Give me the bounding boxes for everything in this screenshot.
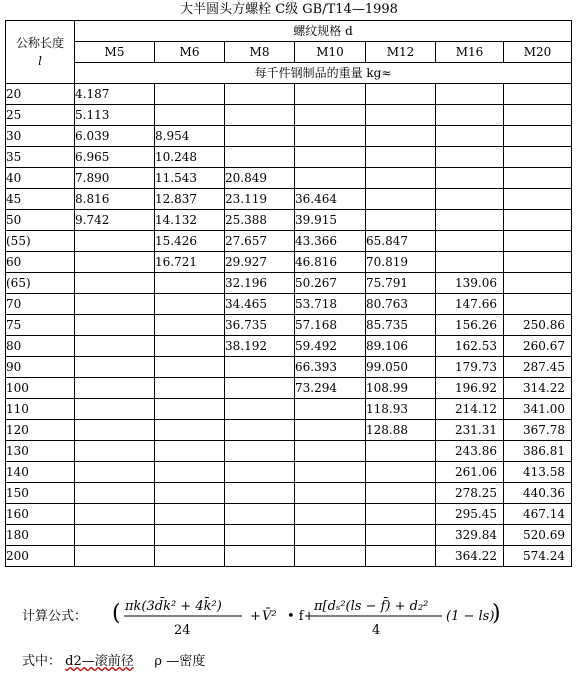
weight-cell: 8.954 [155,126,225,147]
length-cell: 45 [6,189,75,210]
weight-cell: 6.965 [75,147,155,168]
table-row [6,441,572,462]
header-size-m6: M6 [155,42,225,63]
weight-cell: 15.426 [155,231,225,252]
weight-cell: 574.24 [504,546,572,567]
length-cell: 160 [6,504,75,525]
formula-v2: V̄² [262,609,277,624]
weight-cell [225,525,295,546]
weight-cell [155,462,225,483]
weight-cell: 196.92 [436,378,504,399]
weight-cell [295,420,366,441]
table-row [6,231,572,252]
weight-cell [295,504,366,525]
weight-cell: 156.26 [436,315,504,336]
weight-cell [436,105,504,126]
weight-cell: 278.25 [436,483,504,504]
weight-cell [75,294,155,315]
length-cell: 35 [6,147,75,168]
weight-cell [75,252,155,273]
formula-tail: (1 − ls) [446,609,495,624]
length-cell: 140 [6,462,75,483]
weight-cell [504,231,572,252]
weight-cell: 4.187 [75,84,155,105]
weight-cell [504,147,572,168]
table-row [6,378,572,399]
weight-cell: 80.763 [366,294,436,315]
table-row [6,525,572,546]
weight-cell [366,84,436,105]
length-cell: 100 [6,378,75,399]
weight-cell: 36.735 [225,315,295,336]
weight-cell [366,126,436,147]
table-row [6,168,572,189]
weight-cell [155,441,225,462]
weight-cell: 11.543 [155,168,225,189]
weight-cell: 9.742 [75,210,155,231]
weight-cell: 16.721 [155,252,225,273]
weight-cell [155,399,225,420]
weight-cell: 27.657 [225,231,295,252]
weight-cell [504,210,572,231]
length-cell: 20 [6,84,75,105]
length-cell: 110 [6,399,75,420]
weight-cell [225,84,295,105]
weight-cell [295,168,366,189]
length-cell: 200 [6,546,75,567]
header-length [6,21,75,84]
formula-denominator-left: 24 [174,623,191,638]
weight-cell [155,483,225,504]
header-length-symbol: l [38,54,42,68]
weight-cell: 139.06 [436,273,504,294]
weight-cell: 341.00 [504,399,572,420]
weight-cell: 65.847 [366,231,436,252]
table-row [6,273,572,294]
weight-cell: 10.248 [155,147,225,168]
weight-cell: 50.267 [295,273,366,294]
weight-cell: 231.31 [436,420,504,441]
weight-cell [225,399,295,420]
formula-graphic [22,594,572,644]
weight-cell [366,441,436,462]
weight-cell: 295.45 [436,504,504,525]
weight-cell: 85.735 [366,315,436,336]
weight-cell [295,441,366,462]
weight-cell [436,210,504,231]
formula-dot-f: • f+ [287,609,315,624]
weight-cell: 118.93 [366,399,436,420]
weight-cell: 147.66 [436,294,504,315]
weight-cell [225,546,295,567]
length-cell: 70 [6,294,75,315]
weight-cell: 6.039 [75,126,155,147]
weight-cell [366,147,436,168]
weight-cell [155,378,225,399]
formula-denominator-right: 4 [372,623,381,638]
weight-cell [295,147,366,168]
length-cell: 60 [6,252,75,273]
weight-cell [155,336,225,357]
weight-cell: 314.22 [504,378,572,399]
header-size-m20: M20 [504,42,572,63]
weight-cell: 260.67 [504,336,572,357]
weight-cell: 46.816 [295,252,366,273]
weight-cell: 70.819 [366,252,436,273]
weight-cell: 413.58 [504,462,572,483]
weight-cell: 66.393 [295,357,366,378]
weight-cell: 364.22 [436,546,504,567]
weight-cell [75,546,155,567]
weight-cell [366,525,436,546]
weight-cell [75,525,155,546]
weight-cell [295,105,366,126]
weight-cell: 8.816 [75,189,155,210]
formula-note [22,654,205,670]
header-size-m12: M12 [366,42,436,63]
formula-numerator-right: π[dₛ²(ls − f̄) + d₂² [314,599,429,614]
weight-cell: 32.196 [225,273,295,294]
length-cell: 30 [6,126,75,147]
weight-cell [436,84,504,105]
weight-cell [225,105,295,126]
weight-cell [436,126,504,147]
formula-label: 计算公式： [22,609,88,624]
weight-cell: 23.119 [225,189,295,210]
weight-cell [366,168,436,189]
weight-cell: 43.366 [295,231,366,252]
weight-cell: 12.837 [155,189,225,210]
weight-cell [366,462,436,483]
page-title: 大半圆头方螺栓 C级 GB/T14—1998 [180,2,398,17]
table-row [6,504,572,525]
weight-cell: 34.465 [225,294,295,315]
weight-cell: 99.050 [366,357,436,378]
weight-cell [436,147,504,168]
table-row [6,336,572,357]
table-row [6,546,572,567]
length-cell: 90 [6,357,75,378]
weight-table [5,20,572,567]
header-length-label: 公称长度 [15,36,64,50]
weight-cell [504,189,572,210]
weight-cell: 440.36 [504,483,572,504]
formula-paren-close: ) [492,601,501,626]
weight-cell: 108.99 [366,378,436,399]
weight-cell [295,462,366,483]
weight-cell: 36.464 [295,189,366,210]
weight-cell [436,252,504,273]
weight-cell [436,168,504,189]
weight-cell: 25.388 [225,210,295,231]
weight-cell: 250.86 [504,315,572,336]
length-cell: 50 [6,210,75,231]
note-prefix: 式中： [22,654,62,669]
length-cell: 25 [6,105,75,126]
weight-cell [504,273,572,294]
formula-paren-open: ( [112,601,121,626]
weight-cell [366,189,436,210]
weight-cell [366,546,436,567]
weight-cell [75,483,155,504]
weight-cell: 14.132 [155,210,225,231]
table-row [6,84,572,105]
weight-cell [155,105,225,126]
formula-numerator-left: πk(3d̄k² + 4k̄²) [125,599,222,614]
weight-cell [436,189,504,210]
weight-cell [155,294,225,315]
note-rho: ρ —密度 [154,654,206,669]
weight-cell: 75.791 [366,273,436,294]
weight-cell [75,336,155,357]
weight-cell [225,483,295,504]
header-size-m5: M5 [75,42,155,63]
weight-cell: 329.84 [436,525,504,546]
length-cell: 75 [6,315,75,336]
weight-cell [295,546,366,567]
formula-block [22,594,572,638]
weight-cell [225,504,295,525]
weight-cell [225,147,295,168]
weight-cell: 243.86 [436,441,504,462]
weight-cell [75,315,155,336]
weight-cell [75,441,155,462]
header-thread-spec: 螺纹规格 d [75,21,572,42]
weight-cell: 520.69 [504,525,572,546]
length-cell: 150 [6,483,75,504]
weight-cell: 53.718 [295,294,366,315]
table-row [6,210,572,231]
length-cell: 120 [6,420,75,441]
table-row [6,252,572,273]
weight-cell [225,357,295,378]
header-size-m10: M10 [295,42,366,63]
weight-cell: 467.14 [504,504,572,525]
weight-cell [295,399,366,420]
table-row [6,420,572,441]
weight-cell: 57.168 [295,315,366,336]
weight-cell [155,420,225,441]
weight-cell [504,168,572,189]
weight-cell [225,420,295,441]
table-row [6,399,572,420]
weight-cell: 38.192 [225,336,295,357]
weight-cell: 287.45 [504,357,572,378]
weight-cell [155,504,225,525]
weight-cell [75,273,155,294]
weight-cell: 73.294 [295,378,366,399]
weight-cell: 261.06 [436,462,504,483]
weight-cell [75,399,155,420]
weight-cell [295,84,366,105]
weight-cell [295,483,366,504]
weight-cell: 128.88 [366,420,436,441]
weight-cell [436,231,504,252]
weight-cell [155,357,225,378]
table-row [6,189,572,210]
weight-cell: 5.113 [75,105,155,126]
weight-cell: 89.106 [366,336,436,357]
weight-cell [225,378,295,399]
weight-cell [366,105,436,126]
table-row [6,105,572,126]
length-cell: 40 [6,168,75,189]
weight-cell [504,294,572,315]
weight-cell: 20.849 [225,168,295,189]
length-cell: 80 [6,336,75,357]
weight-cell [225,126,295,147]
weight-cell: 386.81 [504,441,572,462]
weight-cell [366,483,436,504]
header-unit-weight: 每千件钢制品的重量 kg≈ [75,63,572,84]
weight-cell [155,84,225,105]
weight-cell: 179.73 [436,357,504,378]
weight-cell: 162.53 [436,336,504,357]
table-row [6,126,572,147]
weight-cell [75,231,155,252]
weight-cell [75,378,155,399]
table-row [6,462,572,483]
table-row [6,315,572,336]
weight-cell: 59.492 [295,336,366,357]
weight-cell: 367.78 [504,420,572,441]
weight-cell [504,105,572,126]
weight-cell [225,441,295,462]
weight-cell: 29.927 [225,252,295,273]
weight-cell [504,126,572,147]
weight-cell [155,525,225,546]
weight-cell [504,84,572,105]
weight-cell [75,504,155,525]
table-row [6,357,572,378]
table-row [6,147,572,168]
weight-cell: 39.915 [295,210,366,231]
note-d2: d2—滚前径 [65,654,134,669]
weight-cell [504,252,572,273]
weight-cell [366,504,436,525]
length-cell: (65) [6,273,75,294]
table-row [6,294,572,315]
header-size-m16: M16 [436,42,504,63]
weight-cell [225,462,295,483]
weight-cell: 214.12 [436,399,504,420]
weight-cell [155,315,225,336]
weight-cell [155,546,225,567]
formula-plus-v: + [250,609,261,624]
weight-cell [366,210,436,231]
weight-cell [155,273,225,294]
weight-cell [75,462,155,483]
weight-cell [75,420,155,441]
length-cell: (55) [6,231,75,252]
length-cell: 180 [6,525,75,546]
table-row [6,483,572,504]
weight-cell [295,525,366,546]
weight-cell [75,357,155,378]
length-cell: 130 [6,441,75,462]
header-size-m8: M8 [225,42,295,63]
weight-cell [295,126,366,147]
weight-cell: 7.890 [75,168,155,189]
